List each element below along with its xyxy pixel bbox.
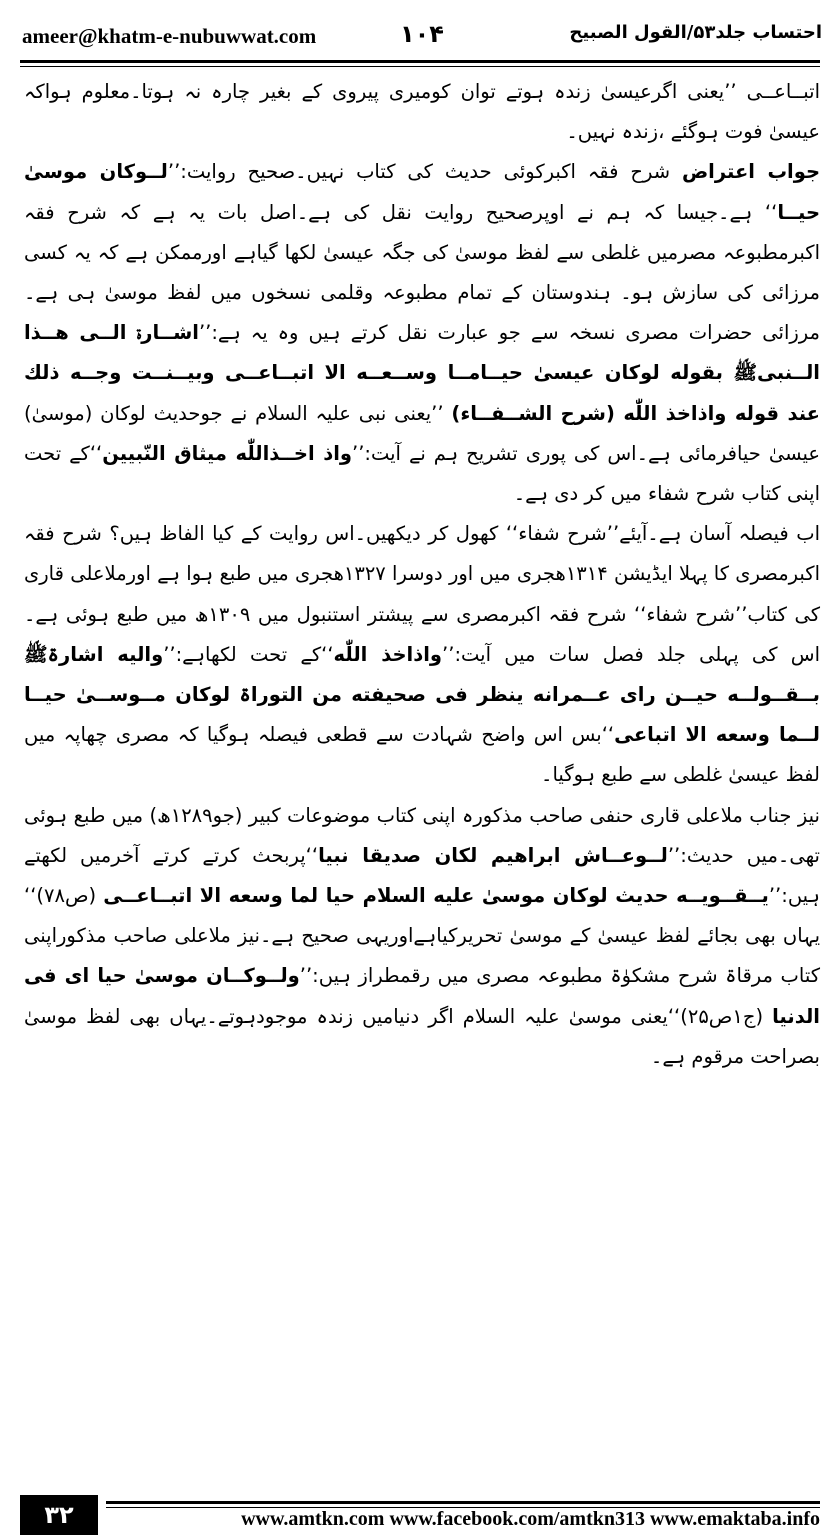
- arabic-quote: لــوعــاش ابراهیم لکان صدیقا نبیا: [318, 843, 668, 867]
- footer-rule-thick: [106, 1501, 820, 1504]
- arabic-quote: یــقــویــه حدیث لوکان موسیٰ علیه السلام حیا لما وسعه الا اتبــاعــی: [103, 884, 769, 908]
- urdu-text: ‘‘کے تحت اپنی کتاب شرح شفاء میں کر دی ہے۔: [24, 441, 820, 506]
- urdu-text: ‘‘ ہے۔جیسا کہ ہم نے اوپرصحیح روایت نقل کی ہے۔اصل بات یہ ہے کہ شرح فقہ اکبرمطبوعہ مصرمیں غلطی سے لفظ موسیٰ کی جگہ عیسیٰ لکھا گیاہے اورممکن ہے کہ یہ کسی مرزائی کی سازش ہو۔ ہندوستان کے تمام مطبوعہ وقلمی نسخوں میں لفظ موسیٰ ہی ہے۔مرزائی حضرات مصری نسخہ سے جو عبارت نقل کرتے ہیں وہ یہ ہے:’’: [24, 200, 820, 345]
- urdu-text: ‘‘پربحث کرتے کرتے آخرمیں لکھتے ہیں:’’: [24, 843, 820, 908]
- arabic-quote: والیه اشارۃﷺ بــقــولــه حیــن رای عــمرانه ینظر فی صحیفته من التوراۃ لوکان مــوســیٰ حیــا لــما وسعه الا اتباعی: [24, 642, 820, 747]
- paragraph: [24, 72, 820, 152]
- urdu-text: (ج۱ص۲۵)‘‘یعنی موسیٰ علیہ السلام اگر دنیامیں زندہ موجودہوتے۔یہاں بھی لفظ موسیٰ بصراحت مرقوم ہے۔: [24, 1004, 820, 1068]
- urdu-text: ’’یعنی نبی علیہ السلام نے جوحدیث لوکان (موسیٰ) عیسیٰ حیافرمائی ہے۔اس کی پوری تشریح ہم نے آیت:’’: [24, 401, 820, 465]
- header-rule-thick: [20, 60, 820, 63]
- paragraph: [24, 152, 820, 514]
- footer-page-number: ۳۲: [20, 1495, 98, 1535]
- urdu-text: (ص۷۸)‘‘ یہاں بھی بجائے لفظ عیسیٰ کے موسیٰ تحریرکیاہےاوریہی صحیح ہے۔نیز ملاعلی صاحب مذکوراپنی کتاب مرقاۃ شرح مشکوٰۃ مطبوعہ مصری میں رقمطراز ہیں:’’: [24, 884, 820, 988]
- urdu-text: اب فیصلہ آسان ہے۔آیئے’’شرح شفاء‘‘ کھول کر دیکھیں۔اس روایت کے کیا الفاظ ہیں؟ شرح فقہ اکبرمصری کا پہلا ایڈیشن ۱۳۱۴ھجری میں اور دوسرا ۱۳۲۷ھجری میں طبع ہوا ہے اورملاعلی قاری کی کتاب’’شرح شفاء‘‘ شرح فقہ اکبرمصری سے پیشتر استنبول میں ۱۳۰۹ھ میں طبع ہوئی ہے۔اس کی پہلی جلد فصل سات میں آیت:’’: [24, 522, 820, 666]
- arabic-quote: اشــارۃ الــی هــذا الــنبیﷺ بقوله لوکان عیسیٰ حیــامــا وســعــه الا اتبــاعــی وبیــنــت وجــه ذلك عند قوله واذاخذ اللّٰه (شرح الشــفــاء): [24, 321, 820, 425]
- header-page-number: ۱۰۴: [400, 20, 444, 48]
- header-rule-thin: [20, 66, 820, 67]
- page-footer: [20, 1495, 820, 1535]
- arabic-quote: واذ اخــذاللّٰه میثاق النّبیین: [102, 441, 353, 465]
- paragraph: [24, 514, 820, 795]
- arabic-quote: واذاخذ اللّٰه: [333, 642, 443, 666]
- urdu-text: نیز جناب ملاعلی قاری حنفی صاحب مذکورہ اپنی کتاب موضوعات کبیر (جو۱۲۸۹ھ) میں طبع ہوئی تھی۔میں حدیث:’’: [24, 803, 820, 867]
- paragraph: [24, 796, 820, 1077]
- urdu-text: ‘‘کے تحت لکھاہے:’’: [163, 642, 334, 666]
- arabic-quote: لــوکان موسیٰ حیــا: [24, 160, 820, 224]
- footer-links: www.amtkn.com www.facebook.com/amtkn313 www.emaktaba.info: [241, 1508, 820, 1530]
- arabic-quote: ولــوکــان موسیٰ حیا ای فی الدنیا: [24, 964, 820, 1028]
- urdu-text: اتبــاعــی ’’یعنی اگرعیسیٰ زندہ ہوتے توان کومیری پیروی کے بغیر چارہ نہ ہوتا۔معلوم ہواکہ عیسیٰ فوت ہوگئے ،زندہ نہیں۔: [24, 80, 820, 144]
- header-book-title: احتساب جلد۵۳/القول الصبیح: [569, 22, 822, 43]
- section-heading: جواب اعتراض: [681, 160, 821, 184]
- urdu-text: ‘‘بس اس واضح شہادت سے قطعی فیصلہ ہوگیا کہ مصری چھاپہ میں لفظ عیسیٰ غلطی سے طبع ہوگیا۔: [24, 723, 820, 787]
- article-body: [24, 72, 820, 1077]
- urdu-text: شرح فقہ اکبرکوئی حدیث کی کتاب نہیں۔صحیح روایت:’’: [167, 160, 682, 184]
- page-header: [22, 18, 822, 58]
- header-email: ameer@khatm-e-nubuwwat.com: [22, 24, 317, 48]
